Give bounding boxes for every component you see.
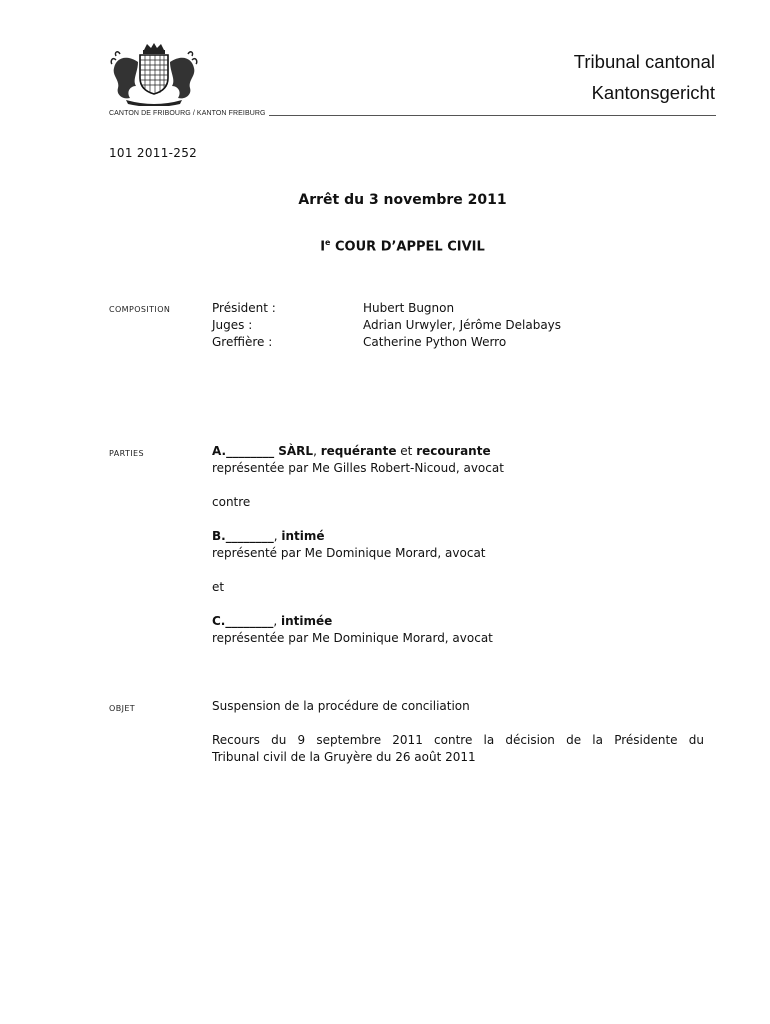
court-name-de: Kantonsgericht xyxy=(591,82,715,103)
party-a xyxy=(212,443,491,460)
party-a-name: A.________ SÀRL xyxy=(212,444,314,458)
party-a-representative: représentée par Me Gilles Robert-Nicoud, avocat xyxy=(212,461,504,475)
header-rule xyxy=(269,115,716,116)
chamber-roman: I xyxy=(320,239,326,255)
party-b xyxy=(212,528,325,545)
party-c-separator: , xyxy=(273,614,282,628)
composition-name: Hubert Bugnon xyxy=(363,301,455,315)
party-b-role: intimé xyxy=(281,529,325,543)
objet-label: OBJET xyxy=(109,704,136,713)
composition-name: Catherine Python Werro xyxy=(363,335,507,349)
case-reference: 101 2011-252 xyxy=(109,146,198,160)
composition-role: Président : xyxy=(212,301,276,315)
party-a-separator: , xyxy=(313,444,321,458)
canton-header-line xyxy=(109,110,716,117)
judgment-title: Arrêt du 3 novembre 2011 xyxy=(298,192,507,208)
composition-label: COMPOSITION xyxy=(109,305,171,314)
chamber-name xyxy=(0,238,770,254)
composition-role: Greffière : xyxy=(212,335,273,349)
canton-name: CANTON DE FRIBOURG / KANTON FREIBURG xyxy=(109,110,266,117)
party-c-name: C.________ xyxy=(212,614,274,628)
fribourg-seal-icon xyxy=(108,42,200,106)
objet-appeal-line-2: Tribunal civil de la Gruyère du 26 août 2011 xyxy=(212,750,476,764)
party-a-role-1: requérante xyxy=(320,444,397,458)
et-text: et xyxy=(212,580,225,594)
objet-appeal-line-1: Recours du 9 septembre 2011 contre la décision de la Présidente du xyxy=(212,733,704,747)
party-c-representative: représentée par Me Dominique Morard, avocat xyxy=(212,631,493,645)
party-b-separator: , xyxy=(273,529,282,543)
composition-role: Juges : xyxy=(212,318,253,332)
chamber-ordinal: e xyxy=(325,238,331,247)
composition-name: Adrian Urwyler, Jérôme Delabays xyxy=(363,318,562,332)
party-a-and: et xyxy=(396,444,417,458)
parties-label: PARTIES xyxy=(109,449,144,458)
chamber-rest: COUR D’APPEL CIVIL xyxy=(330,239,485,255)
party-b-representative: représenté par Me Dominique Morard, avocat xyxy=(212,546,486,560)
party-b-name: B.________ xyxy=(212,529,274,543)
party-c xyxy=(212,613,332,630)
contre-text: contre xyxy=(212,495,251,509)
party-a-role-2: recourante xyxy=(416,444,491,458)
objet-subject: Suspension de la procédure de conciliation xyxy=(212,699,470,713)
court-name-fr: Tribunal cantonal xyxy=(573,51,715,72)
party-c-role: intimée xyxy=(281,614,333,628)
